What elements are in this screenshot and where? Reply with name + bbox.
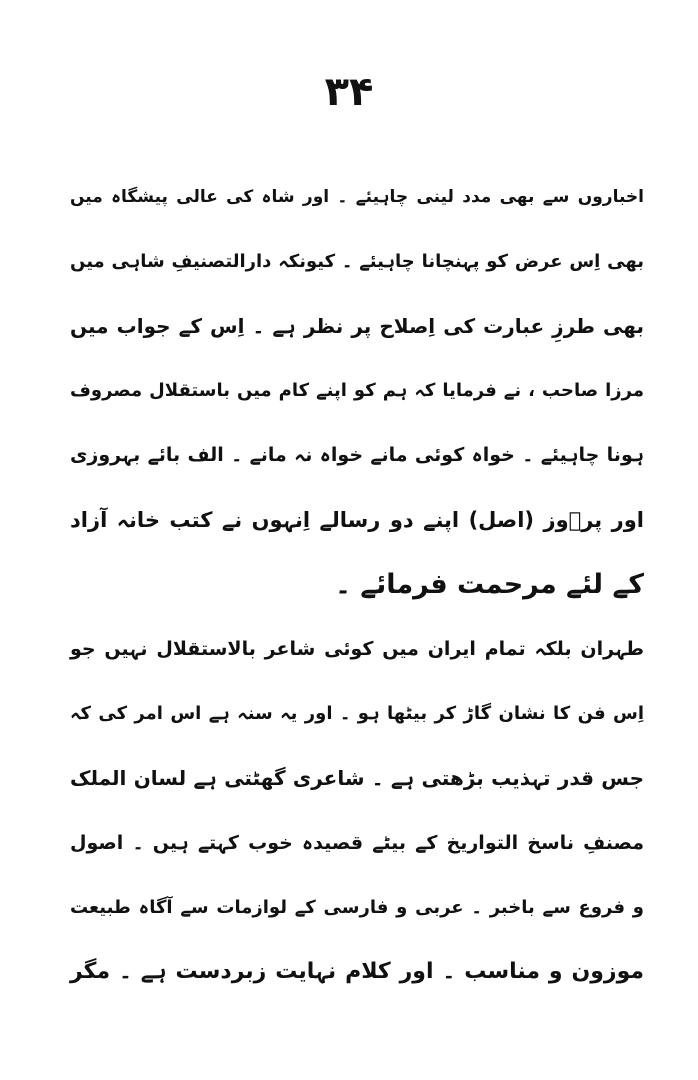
text-line-6: اور پرؔوز (اصل) اپنے دو رسالے اِنہوں نے کتب خانہ آزاد [70, 507, 644, 532]
page-number: ۳۴ [324, 69, 374, 115]
text-line-13: موزون و مناسب ۔ اور کلام نہایت زبردست ہے ۔ مگر [70, 959, 644, 985]
text-line-7: کے لئے مرحمت فرمائے ۔ [335, 568, 644, 600]
text-line-8: طہران بلکہ تمام ایران میں کوئی شاعر بالاستقلال نہیں جو [70, 638, 644, 661]
text-line-11: مصنفِ ناسخ التواریخ کے بیٹے قصیدہ خوب کہتے ہیں ۔ اصول [70, 831, 644, 854]
text-line-10: جس قدر تہذیب بڑھتی ہے ۔ شاعری گھٹتی ہے لسان الملک [70, 766, 644, 791]
body-text [70, 165, 644, 1005]
text-line-9: اِس فن کا نشان گاڑ کر بیٹھا ہو ۔ اور یہ سنہ ہے اس امر کی کہ [70, 702, 644, 724]
text-line-1: اخباروں سے بھی مدد لینی چاہیئے ۔ اور شاہ کی عالی پیشگاہ میں [70, 187, 644, 207]
text-line-2: بھی اِس عرض کو پہنچانا چاہیئے ۔ کیونکہ دارالتصنیفِ شاہی میں [70, 250, 644, 272]
text-line-5: ہونا چاہیئے ۔ خواہ کوئی مانے خواہ نہ مانے ۔ الف بائے بہروزی [70, 444, 644, 467]
text-line-4: مرزا صاحب ، نے فرمایا کہ ہم کو اپنے کام میں باستقلال مصروف [70, 379, 644, 401]
text-line-3: بھی طرزِ عبارت کی اِصلاح پر نظر ہے ۔ اِس کے جواب میں [70, 314, 644, 339]
text-line-12: و فروع سے باخبر ۔ عربی و فارسی کے لوازمات سے آگاہ طبیعت [70, 896, 644, 918]
